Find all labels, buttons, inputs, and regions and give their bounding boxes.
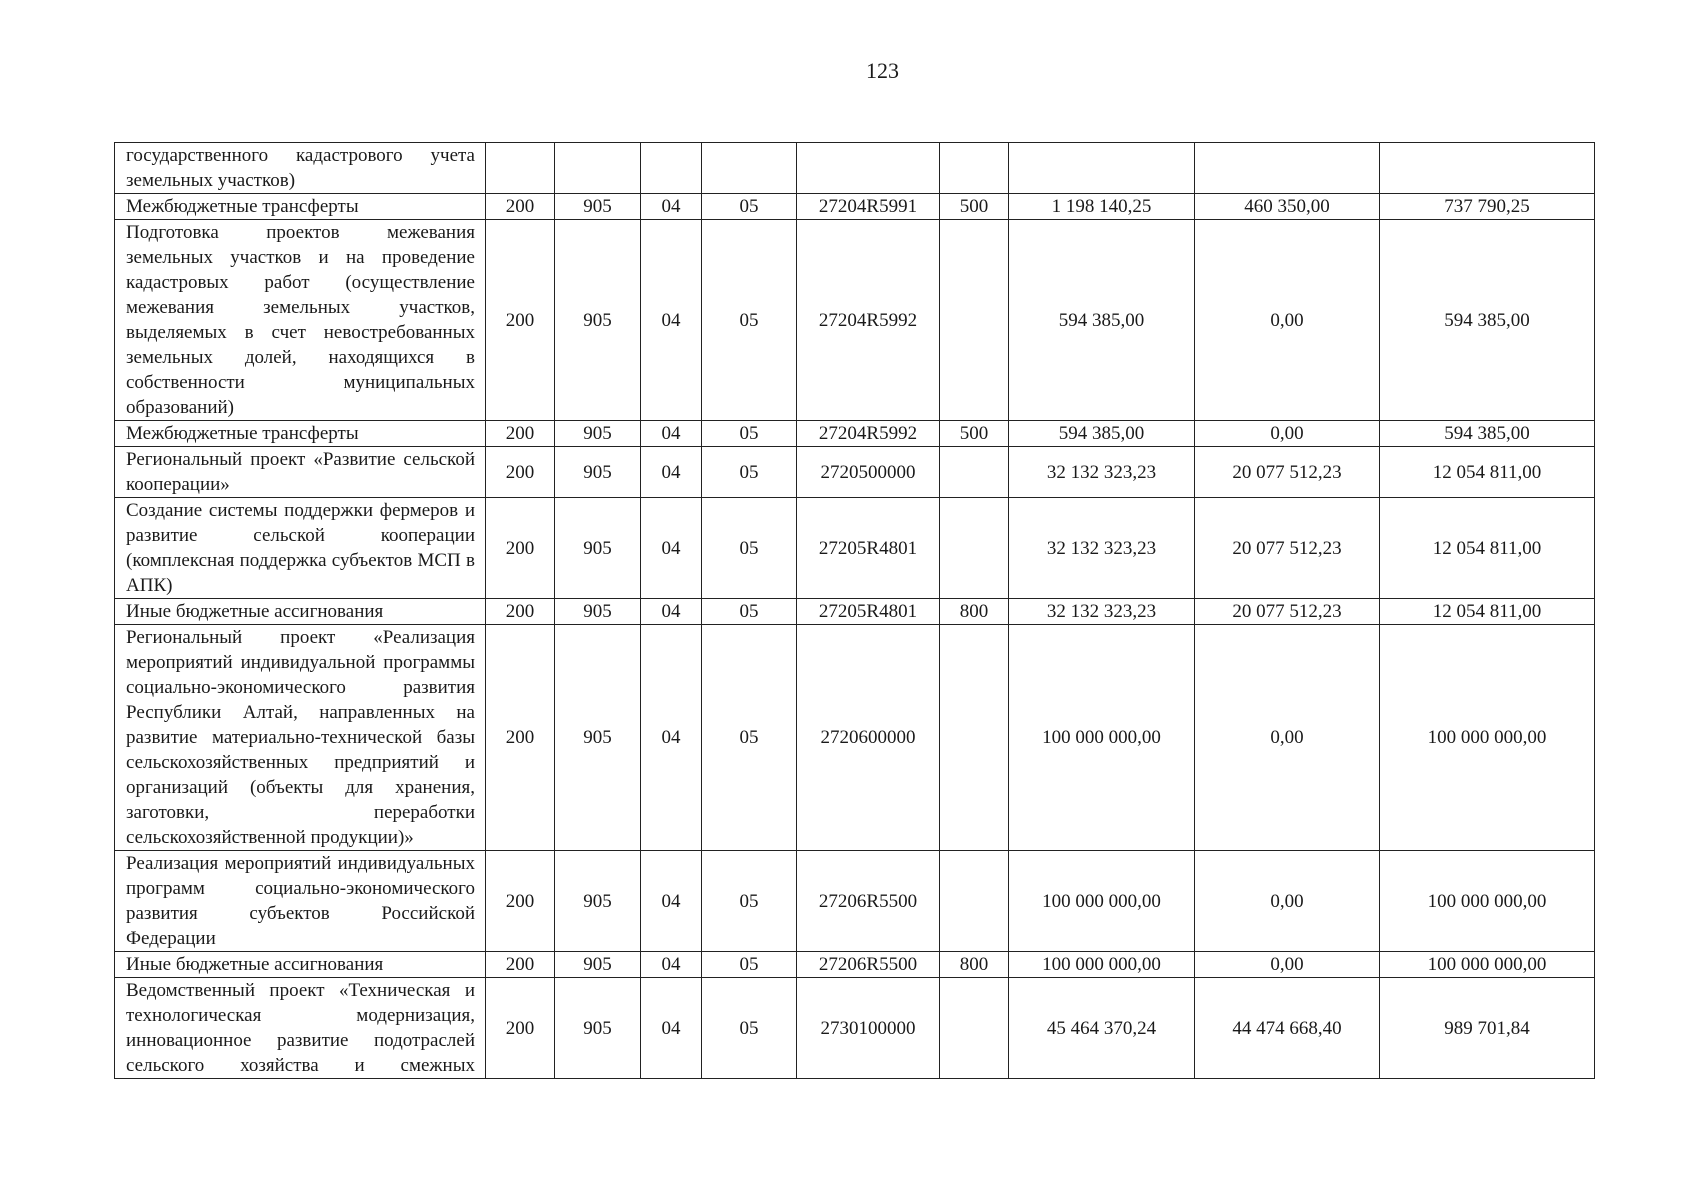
cell-c1: 200 [486, 220, 555, 421]
cell-v1: 32 132 323,23 [1009, 498, 1195, 599]
table-row [115, 220, 1595, 421]
cell-v2: 44 474 668,40 [1195, 978, 1380, 1079]
table-row [115, 599, 1595, 625]
cell-c6 [940, 447, 1009, 498]
cell-c3: 04 [641, 498, 702, 599]
cell-c3: 04 [641, 194, 702, 220]
cell-v1 [1009, 143, 1195, 194]
cell-c3: 04 [641, 625, 702, 851]
cell-c2: 905 [555, 978, 641, 1079]
table-body [115, 143, 1595, 1079]
row-name: Создание системы поддержки фермеров и развитие сельской кооперации (комплексная поддержка субъектов МСП в АПК) [115, 498, 486, 599]
cell-v2: 0,00 [1195, 421, 1380, 447]
row-name: Реализация мероприятий индивидуальных программ социально-экономического развития субъектов Российской Федерации [115, 851, 486, 952]
cell-v1: 594 385,00 [1009, 220, 1195, 421]
cell-v2: 0,00 [1195, 851, 1380, 952]
row-name: Межбюджетные трансферты [115, 421, 486, 447]
cell-c4: 05 [702, 978, 797, 1079]
cell-c2: 905 [555, 421, 641, 447]
cell-c4: 05 [702, 851, 797, 952]
cell-c2: 905 [555, 220, 641, 421]
cell-v2: 460 350,00 [1195, 194, 1380, 220]
cell-c3: 04 [641, 599, 702, 625]
cell-c4: 05 [702, 194, 797, 220]
cell-c1: 200 [486, 978, 555, 1079]
cell-v1: 100 000 000,00 [1009, 851, 1195, 952]
cell-c2: 905 [555, 498, 641, 599]
cell-v1: 45 464 370,24 [1009, 978, 1195, 1079]
cell-c2: 905 [555, 851, 641, 952]
cell-c6 [940, 625, 1009, 851]
cell-c5: 2730100000 [797, 978, 940, 1079]
table-row [115, 143, 1595, 194]
row-name: Межбюджетные трансферты [115, 194, 486, 220]
cell-c3 [641, 143, 702, 194]
cell-c2: 905 [555, 952, 641, 978]
cell-c5: 27204R5991 [797, 194, 940, 220]
cell-v1: 32 132 323,23 [1009, 447, 1195, 498]
row-name: Подготовка проектов межевания земельных участков и на проведение кадастровых работ (осуществление межевания земельных участков, выделяемых в счет невостребованных земельных долей, находящихся в собственности муниципальных образований) [115, 220, 486, 421]
cell-v3: 100 000 000,00 [1380, 625, 1595, 851]
cell-c3: 04 [641, 421, 702, 447]
cell-c5: 27206R5500 [797, 952, 940, 978]
cell-c4: 05 [702, 599, 797, 625]
cell-c1: 200 [486, 599, 555, 625]
cell-v2: 20 077 512,23 [1195, 447, 1380, 498]
cell-v1: 100 000 000,00 [1009, 625, 1195, 851]
cell-c6: 800 [940, 952, 1009, 978]
cell-c2: 905 [555, 447, 641, 498]
row-name: Иные бюджетные ассигнования [115, 599, 486, 625]
cell-c1: 200 [486, 625, 555, 851]
table-row [115, 194, 1595, 220]
table-row [115, 952, 1595, 978]
cell-c5: 2720600000 [797, 625, 940, 851]
cell-c3: 04 [641, 952, 702, 978]
cell-c3: 04 [641, 220, 702, 421]
cell-c1 [486, 143, 555, 194]
cell-c6 [940, 851, 1009, 952]
table-row [115, 498, 1595, 599]
cell-v3: 100 000 000,00 [1380, 851, 1595, 952]
cell-c1: 200 [486, 194, 555, 220]
row-name: Региональный проект «Развитие сельской кооперации» [115, 447, 486, 498]
cell-c3: 04 [641, 978, 702, 1079]
cell-c5: 27204R5992 [797, 220, 940, 421]
cell-c5: 2720500000 [797, 447, 940, 498]
cell-v3: 12 054 811,00 [1380, 498, 1595, 599]
cell-c4: 05 [702, 498, 797, 599]
cell-c4: 05 [702, 421, 797, 447]
table-row [115, 625, 1595, 851]
budget-table [114, 142, 1595, 1079]
cell-c6: 500 [940, 194, 1009, 220]
cell-c2 [555, 143, 641, 194]
cell-c1: 200 [486, 447, 555, 498]
cell-v1: 100 000 000,00 [1009, 952, 1195, 978]
cell-c5: 27205R4801 [797, 599, 940, 625]
cell-v1: 594 385,00 [1009, 421, 1195, 447]
cell-v2: 20 077 512,23 [1195, 599, 1380, 625]
cell-v3 [1380, 143, 1595, 194]
cell-v2 [1195, 143, 1380, 194]
cell-c6: 500 [940, 421, 1009, 447]
row-name: Иные бюджетные ассигнования [115, 952, 486, 978]
cell-v1: 1 198 140,25 [1009, 194, 1195, 220]
cell-v3: 594 385,00 [1380, 421, 1595, 447]
cell-c1: 200 [486, 851, 555, 952]
cell-c5 [797, 143, 940, 194]
cell-c3: 04 [641, 447, 702, 498]
cell-c4: 05 [702, 447, 797, 498]
cell-c5: 27205R4801 [797, 498, 940, 599]
cell-c1: 200 [486, 421, 555, 447]
row-name: Региональный проект «Реализация мероприятий индивидуальной программы социально-экономического развития Республики Алтай, направленных на развитие материально-технической базы сельскохозяйственных предприятий и организаций (объекты для хранения, заготовки, переработки сельскохозяйственной продукции)» [115, 625, 486, 851]
cell-c1: 200 [486, 952, 555, 978]
cell-v2: 0,00 [1195, 220, 1380, 421]
table-row [115, 421, 1595, 447]
cell-c6 [940, 220, 1009, 421]
cell-c4: 05 [702, 952, 797, 978]
cell-v2: 20 077 512,23 [1195, 498, 1380, 599]
cell-c4: 05 [702, 625, 797, 851]
table-row [115, 851, 1595, 952]
cell-v2: 0,00 [1195, 625, 1380, 851]
row-name: Ведомственный проект «Техническая и технологическая модернизация, инновационное развитие подотраслей сельского хозяйства и смежных [115, 978, 486, 1079]
cell-c2: 905 [555, 599, 641, 625]
cell-c4 [702, 143, 797, 194]
cell-v3: 594 385,00 [1380, 220, 1595, 421]
row-name: государственного кадастрового учета земельных участков) [115, 143, 486, 194]
cell-v3: 12 054 811,00 [1380, 447, 1595, 498]
cell-c5: 27204R5992 [797, 421, 940, 447]
cell-c4: 05 [702, 220, 797, 421]
table-row [115, 447, 1595, 498]
cell-v3: 989 701,84 [1380, 978, 1595, 1079]
cell-v3: 12 054 811,00 [1380, 599, 1595, 625]
cell-c6 [940, 498, 1009, 599]
cell-c6: 800 [940, 599, 1009, 625]
cell-c2: 905 [555, 625, 641, 851]
cell-c1: 200 [486, 498, 555, 599]
cell-v3: 100 000 000,00 [1380, 952, 1595, 978]
cell-v2: 0,00 [1195, 952, 1380, 978]
cell-c5: 27206R5500 [797, 851, 940, 952]
cell-c6 [940, 978, 1009, 1079]
cell-v3: 737 790,25 [1380, 194, 1595, 220]
cell-v1: 32 132 323,23 [1009, 599, 1195, 625]
cell-c2: 905 [555, 194, 641, 220]
page-number: 123 [866, 58, 899, 83]
cell-c6 [940, 143, 1009, 194]
cell-c3: 04 [641, 851, 702, 952]
table-row [115, 978, 1595, 1079]
